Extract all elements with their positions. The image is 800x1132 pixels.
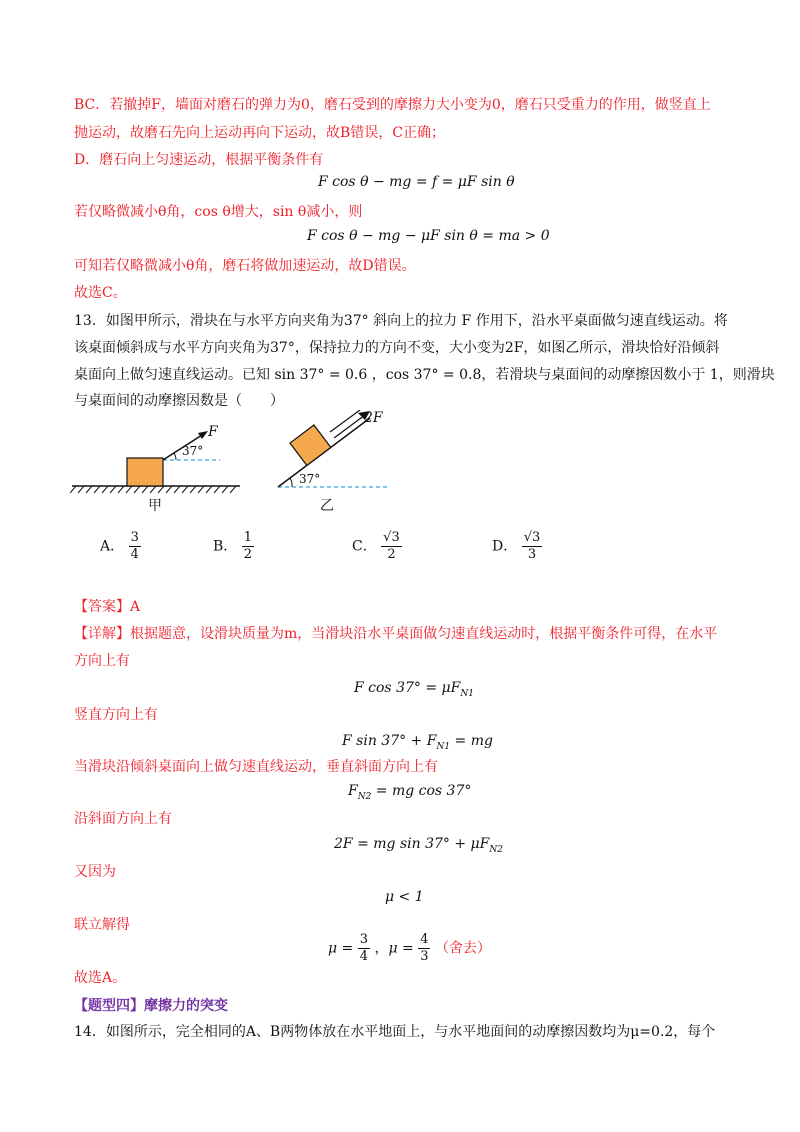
prev-eq1: F cos θ − mg = f = μF sin θ [318, 174, 515, 190]
eq-mu-lt-1: μ < 1 [385, 889, 424, 905]
also-line: 又因为 [74, 864, 116, 880]
option-d[interactable] [492, 530, 542, 563]
option-c-label: C． [352, 538, 377, 555]
detail-line1: 【详解】根据题意，设滑块质量为m，当滑块沿水平桌面做匀速直线运动时，根据平衡条件可得，在水平 [74, 626, 718, 642]
eq-normal: $F_{N2}$ = mg cos 37° [348, 783, 472, 802]
prev-conclusion: 可知若仅略微减小θ角，磨石将做加速运动，故D错误。 [74, 258, 416, 274]
fig-a-force: F [208, 424, 218, 440]
option-b-num: 1 [243, 530, 253, 545]
answer-line: 【答案】A [74, 599, 141, 615]
option-a-label: A． [100, 538, 125, 555]
option-a-num: 3 [130, 530, 139, 545]
block-b [290, 425, 331, 465]
vertical-line: 竖直方向上有 [74, 707, 158, 723]
fig-b-force: 2F [364, 410, 383, 426]
option-b-den: 2 [243, 547, 253, 562]
solve-line: 联立解得 [74, 917, 130, 933]
option-c[interactable] [352, 530, 402, 563]
along-line: 沿斜面方向上有 [74, 811, 172, 827]
answer-choose: 故选A。 [74, 970, 127, 986]
eq-vertical: F $\sin 37^\circ + F_{N1}$ = mg [342, 733, 493, 752]
prev-bc-line1: BC．若撤掉F，墙面对磨石的弹力为0，磨石受到的摩擦力大小变为0，磨石只受重力的作用，做竖直上 [74, 97, 711, 113]
option-b-label: B． [213, 538, 238, 555]
prev-reduce-line: 若仅略微减小θ角，cos θ增大，sin θ减小，则 [74, 204, 363, 220]
q13-line1: 13．如图甲所示，滑块在与水平方向夹角为37° 斜向上的拉力 F 作用下，沿水平桌面做匀速直线运动。将 [74, 313, 728, 329]
prev-eq2: F cos θ − mg − μF sin θ = ma > 0 [307, 228, 550, 244]
eq-horizontal: F $\cos 37^\circ = \mu F_{N1}$ [354, 680, 474, 699]
q13-line2: 该桌面倾斜成与水平方向夹角为37°，保持拉力的方向不变，大小变为2F，如图乙所示，滑块恰好沿倾斜 [74, 340, 720, 356]
q13-line3: 桌面向上做匀速直线运动。已知 sin 37° = 0.6 ，cos 37° = 0.8，若滑块与桌面间的动摩擦因数小于 1，则滑块 [74, 367, 775, 383]
fig-a-angle: 37° [182, 444, 204, 458]
fig-b-caption: 乙 [320, 498, 334, 514]
fig-a-caption: 甲 [148, 498, 162, 514]
fig-b-angle: 37° [299, 472, 321, 486]
incline-line: 当滑块沿倾斜桌面向上做匀速直线运动，垂直斜面方向上有 [74, 759, 438, 775]
eq-along: 2F = mg $\sin 37^\circ + \mu F_{N2}$ [334, 836, 503, 855]
force-arrow-icon [198, 431, 208, 439]
prev-d-line: D．磨石向上匀速运动，根据平衡条件有 [74, 152, 324, 168]
prev-choose: 故选C。 [74, 285, 127, 301]
q13-line4: 与桌面间的动摩擦因数是（ ） [74, 393, 284, 409]
option-d-label: D． [492, 538, 518, 555]
option-b[interactable] [213, 530, 254, 563]
q14-line1: 14．如图所示，完全相同的A、B两物体放在水平地面上，与水平地面间的动摩擦因数均为μ=0.2，每个 [74, 1024, 716, 1040]
option-d-den: 3 [527, 547, 537, 562]
option-c-den: 2 [387, 547, 396, 562]
option-c-num: √3 [383, 530, 400, 545]
option-d-num: √3 [523, 530, 541, 545]
block-a [127, 458, 163, 486]
discard-note: （舍去） [434, 940, 491, 957]
option-a[interactable] [100, 530, 141, 563]
prev-bc-line2: 抛运动，故磨石先向上运动再向下运动，故B错误，C正确； [74, 125, 445, 141]
eq-solution: μ = $\frac{3}{4}$ ，μ = $\frac{4}{3}$ （舍去） [328, 932, 491, 964]
section-title: 【题型四】摩擦力的突变 [74, 998, 228, 1014]
detail-line2: 方向上有 [74, 653, 130, 669]
option-a-den: 4 [130, 547, 139, 562]
